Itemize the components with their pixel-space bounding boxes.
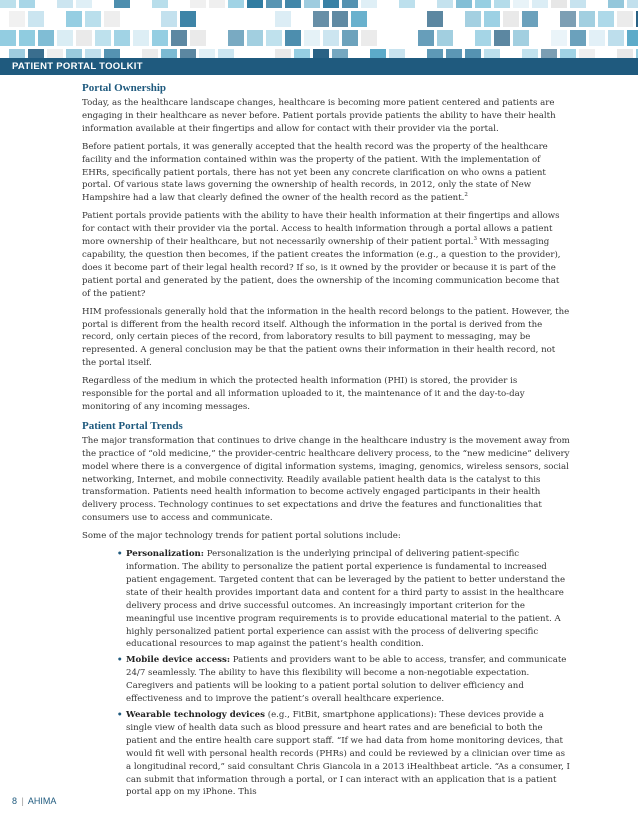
page-footer <box>12 796 56 806</box>
mosaic-tile <box>332 49 348 58</box>
mosaic-tile <box>541 49 557 58</box>
mosaic-tile <box>104 49 120 58</box>
mosaic-tile <box>484 11 500 27</box>
mosaic-tile <box>57 0 73 8</box>
trends-paragraph-2: Some of the major technology trends for patient portal solutions include: <box>82 531 401 542</box>
mosaic-tile <box>598 11 614 27</box>
portal-trends-heading: Patient Portal Trends <box>82 419 183 432</box>
bullet-text: Patients and providers want to be able to access, transfer, and communicate 24/7 seamlessly. The ability to have this flexibility will become a non-negotiable expectation. Caregivers and patients will be looking to a patient portal solution to deliver efficiency and effectiveness and to improve the patient’s overall healthcare experience. <box>126 655 567 705</box>
ownership-paragraph-3 <box>82 210 570 300</box>
mosaic-tile <box>66 11 82 27</box>
mosaic-tile <box>247 0 263 8</box>
mosaic-tile <box>427 11 443 27</box>
mosaic-tile <box>323 0 339 8</box>
mosaic-tile <box>513 0 529 8</box>
mosaic-tile <box>617 49 633 58</box>
trends-paragraph-1: The major transformation that continues to drive change in the healthcare industry is the movement away from the practice of “old medicine,” the provider-centric healthcare delivery process, to the “new medicine” delivery model where there is a convergence of digital information systems, imaging, genomics, wireless sensors, social networking, Internet, and mobile connectivity. Readily available patient health data is the catalyst to this transformation. Patients need health information to become actively engaged participants in their health delivery process. Technology continues to set expectations and drive the features and functionalities that consumers use to access and communicate. <box>82 435 570 524</box>
mosaic-tile <box>218 49 234 58</box>
ownership-paragraph-2-text: Before patient portals, it was generally accepted that the health record was the property of the healthcare facility and the information contained within was the property of the patient. With the implementation of EHRs, specifically patient portals, there has not yet been any concrete clarification on who owns a patient portal. Of various state laws governing the ownership of health records, in 2012, only the state of New Hampshire had a law that clearly defined the owner of the health record as the patient. <box>82 141 548 204</box>
mosaic-tile <box>190 0 206 8</box>
mosaic-tile <box>76 0 92 8</box>
mosaic-tile <box>351 11 367 27</box>
mosaic-tile <box>114 30 130 46</box>
footer-separator: | <box>21 796 24 806</box>
list-item <box>118 548 570 651</box>
mosaic-tile <box>294 49 310 58</box>
mosaic-tile <box>342 0 358 8</box>
mosaic-tile <box>494 30 510 46</box>
mosaic-tile <box>323 30 339 46</box>
mosaic-tile <box>9 49 25 58</box>
list-item <box>118 654 570 706</box>
mosaic-tile <box>627 0 638 8</box>
ownership-paragraph-3b-text: With messaging capability, the question then becomes, if the patient creates the information (e.g., a question to the provider), does it become part of their legal health record? If so, is it owned by the provider or because it is part of the patient portal and generated by the patient, does the ownership of the incoming communication become that of the patient? <box>82 237 561 299</box>
mosaic-tile <box>465 11 481 27</box>
portal-ownership-heading: Portal Ownership <box>82 82 167 94</box>
ownership-paragraph-1: Today, as the healthcare landscape changes, healthcare is becoming more patient centered and patients are engaging in their healthcare as never before. Patient portals provide patients the ability to have their health information available at their fingertips and allow for contact with their provider via the portal. <box>82 98 556 134</box>
mosaic-tile <box>304 0 320 8</box>
mosaic-tile <box>228 0 244 8</box>
mosaic-tile <box>503 11 519 27</box>
mosaic-tile <box>247 30 263 46</box>
ownership-paragraph-2 <box>82 141 570 206</box>
mosaic-tile <box>142 49 158 58</box>
mosaic-tile <box>85 11 101 27</box>
mosaic-tile <box>570 0 586 8</box>
mosaic-tile <box>19 0 35 8</box>
mosaic-tile <box>275 11 291 27</box>
mosaic-tile <box>199 49 215 58</box>
mosaic-tile <box>0 30 16 46</box>
bullet-term: Personalization: <box>126 549 204 560</box>
mosaic-tile <box>285 0 301 8</box>
mosaic-tile <box>161 11 177 27</box>
mosaic-tile <box>85 49 101 58</box>
ownership-paragraph-3a-text: Patient portals provide patients with the ability to have their health information at their fingertips and allows for contact with their provider via the portal. Access to health information through a portal allows a patient more ownership of their healthcare, but not necessarily ownership of their patient portal. <box>82 211 560 248</box>
mosaic-tile <box>19 30 35 46</box>
mosaic-tile <box>9 11 25 27</box>
mosaic-tile <box>437 30 453 46</box>
mosaic-tile <box>560 49 576 58</box>
mosaic-tile <box>161 49 177 58</box>
mosaic-tile <box>484 49 500 58</box>
footnote-ref-2: 2 <box>464 192 468 199</box>
footnote-ref-3: 3 <box>473 236 477 243</box>
mosaic-tile <box>513 30 529 46</box>
mosaic-tile <box>152 0 168 8</box>
mosaic-tile <box>28 11 44 27</box>
mosaic-tile <box>57 30 73 46</box>
mosaic-tile <box>475 0 491 8</box>
footer-org: AHIMA <box>27 796 57 806</box>
mosaic-tile <box>28 49 44 58</box>
mosaic-tile <box>133 30 149 46</box>
mosaic-tile <box>551 30 567 46</box>
mosaic-tile <box>570 30 586 46</box>
mosaic-tile <box>342 30 358 46</box>
banner-title: PATIENT PORTAL TOOLKIT <box>12 61 143 72</box>
mosaic-tile <box>608 30 624 46</box>
mosaic-tile <box>190 30 206 46</box>
bullet-text: (e.g., FitBit, smartphone applications): These devices provide a single view of health data such as blood pressure and heart rates and are beneficial to both the patient and the entire health care support staff. “If we had data from home monitoring devices, that would fit well with personal health records (PHRs) and could be reviewed by a clinician over time as a longitudinal record,” said consultant Chris Giancola in a 2013 iHealthbeat article. “As a consumer, I can submit that information through a portal, or I can interact with an application that is a patient portal app on my iPhone. This <box>126 709 570 798</box>
page-number: 8 <box>12 796 18 806</box>
mosaic-tile <box>627 30 638 46</box>
bullet-text: Personalization is the underlying principal of delivering patient-specific information. The ability to personalize the patient portal experience is fundamental to increased patient engagement. Targeted content that can be leveraged by the patient to better understand the state of their health provides important data and content for a third party to assist in the healthcare delivery process and drive successful outcomes. An increasingly important criterion for the meaningful use incentive program requirements is to provide educational material to the patient. A highly personalized patient portal experience can assist with the process of delivering specific educational resources to map against the patient’s health condition. <box>126 549 566 650</box>
mosaic-tile <box>427 49 443 58</box>
mosaic-tile <box>313 49 329 58</box>
mosaic-tile <box>437 0 453 8</box>
mosaic-tile <box>313 11 329 27</box>
mosaic-tile <box>304 30 320 46</box>
mosaic-tile <box>370 49 386 58</box>
mosaic-tile <box>275 49 291 58</box>
mosaic-tile <box>418 30 434 46</box>
mosaic-tile <box>532 0 548 8</box>
mosaic-tile <box>522 49 538 58</box>
mosaic-tile <box>228 30 244 46</box>
mosaic-tile <box>47 49 63 58</box>
trends-bullet-list <box>82 548 570 799</box>
mosaic-tile <box>608 0 624 8</box>
mosaic-tile <box>95 30 111 46</box>
mosaic-tile <box>266 0 282 8</box>
mosaic-tile <box>551 0 567 8</box>
mosaic-tile <box>266 30 282 46</box>
bullet-icon: • <box>117 549 123 560</box>
mosaic-tile <box>38 30 54 46</box>
mosaic-tile <box>361 30 377 46</box>
mosaic-tile <box>579 11 595 27</box>
mosaic-tile <box>399 0 415 8</box>
toolkit-banner <box>0 58 638 75</box>
bullet-term: Mobile device access: <box>126 655 231 666</box>
mosaic-tile <box>104 11 120 27</box>
list-item <box>118 709 570 799</box>
ownership-paragraph-5: Regardless of the medium in which the protected health information (PHI) is stored, the provider is responsible for the portal and all information uploaded to it, the maintenance of it and the day-to-day monitoring of any incoming messages. <box>82 376 525 412</box>
mosaic-tile <box>361 0 377 8</box>
mosaic-tile <box>332 11 348 27</box>
header-mosaic <box>0 0 638 58</box>
bullet-icon: • <box>117 655 123 666</box>
mosaic-tile <box>171 30 187 46</box>
mosaic-tile <box>494 0 510 8</box>
mosaic-tile <box>465 49 481 58</box>
mosaic-tile <box>446 49 462 58</box>
ownership-paragraph-4: HIM professionals generally hold that the information in the health record belongs to the patient. However, the portal is different from the health record itself. Although the information in the portal is derived from the record, only certain pieces of the record, from laboratory results to bill payment to messaging, may be represented. A general conclusion may be that the patient owns their information in their health record, not the portal itself. <box>82 306 570 369</box>
mosaic-tile <box>66 49 82 58</box>
mosaic-tile <box>0 0 16 8</box>
mosaic-tile <box>617 11 633 27</box>
mosaic-tile <box>180 49 196 58</box>
mosaic-tile <box>180 11 196 27</box>
mosaic-tile <box>475 30 491 46</box>
mosaic-tile <box>209 0 225 8</box>
mosaic-tile <box>76 30 92 46</box>
mosaic-tile <box>152 30 168 46</box>
bullet-term: Wearable technology devices <box>126 709 265 720</box>
mosaic-tile <box>114 0 130 8</box>
mosaic-tile <box>560 11 576 27</box>
mosaic-tile <box>285 30 301 46</box>
page-content <box>82 81 570 802</box>
mosaic-tile <box>522 11 538 27</box>
mosaic-tile <box>589 30 605 46</box>
mosaic-tile <box>389 49 405 58</box>
mosaic-tile <box>579 49 595 58</box>
mosaic-tile <box>456 0 472 8</box>
bullet-icon: • <box>117 709 123 720</box>
